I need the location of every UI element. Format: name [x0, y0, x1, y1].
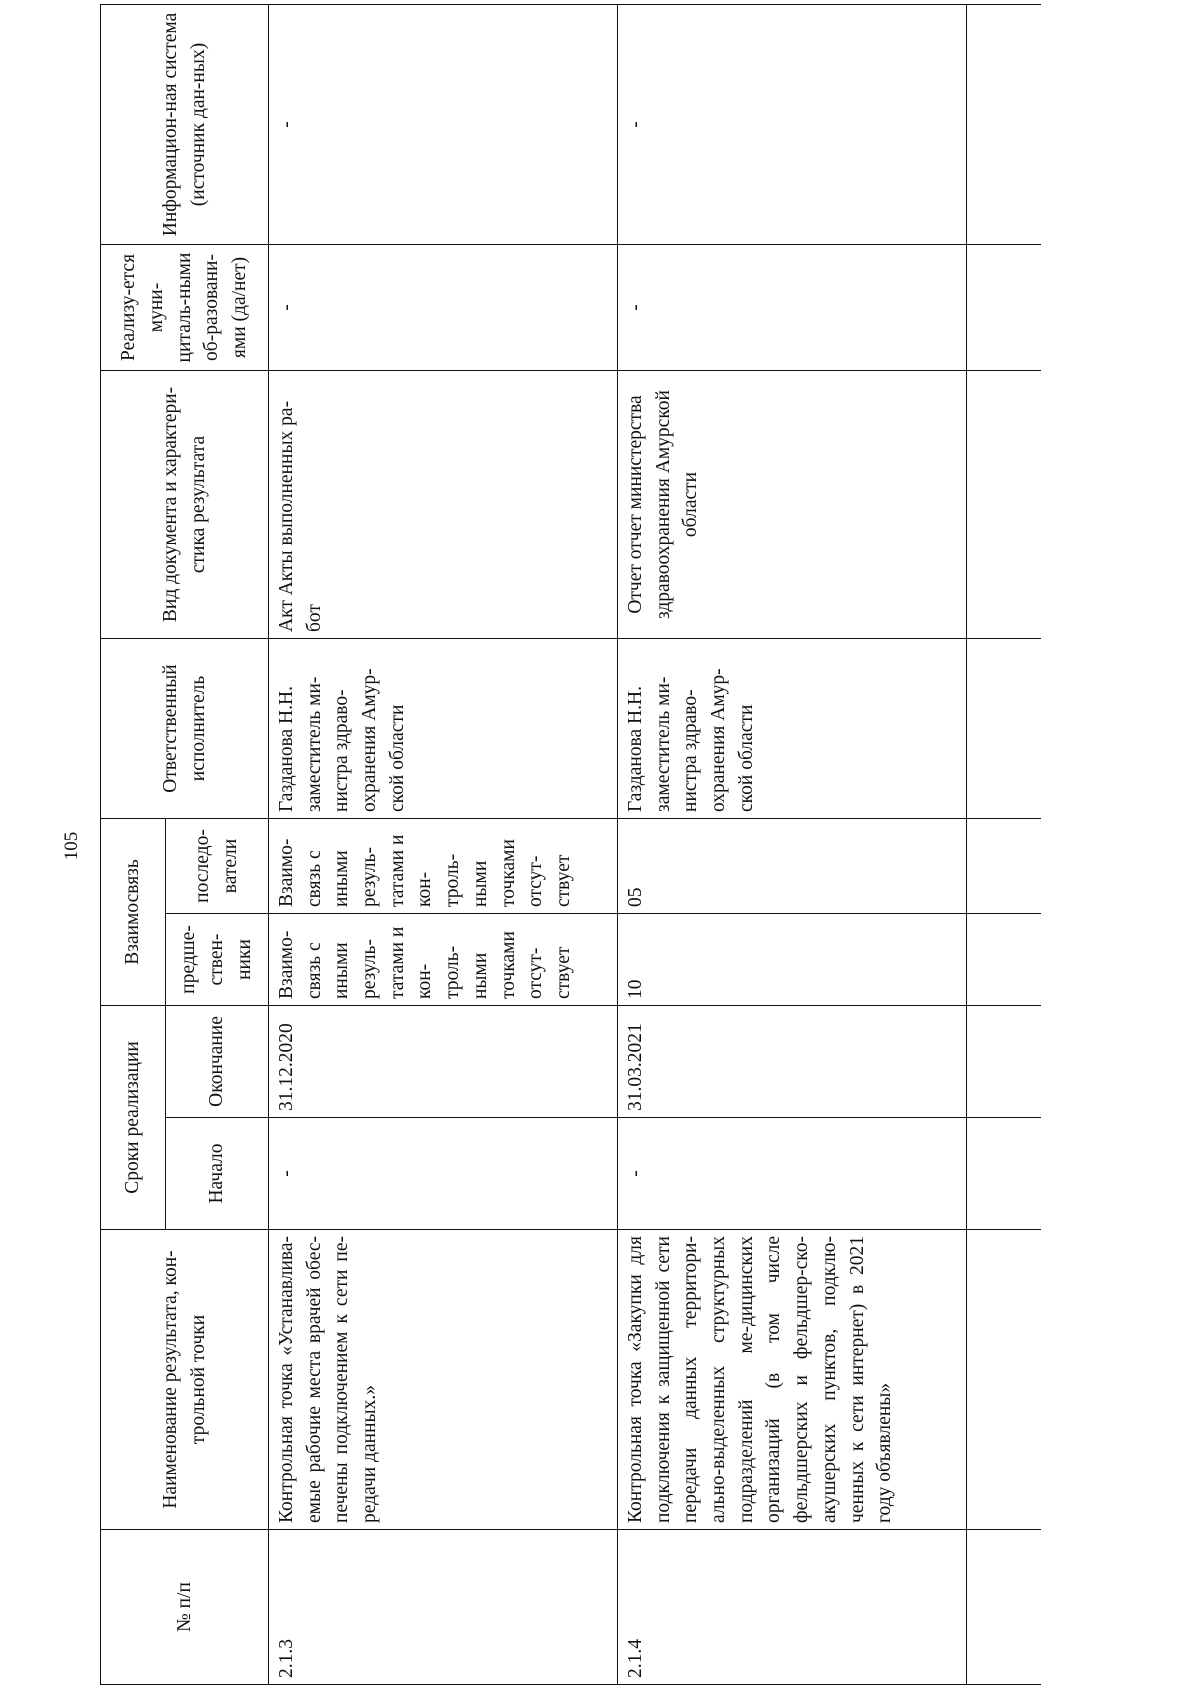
cell-info: -	[618, 4, 967, 244]
rotated-table-container	[100, 5, 1060, 1685]
cell-info: -	[269, 4, 618, 244]
cell-name: Контрольная точка «Устанавлива-емые рабочие места врачей обес-печены подключением к сети пе-редачи данных.»	[269, 1230, 618, 1530]
table-continuation-row	[967, 4, 1042, 1684]
header-info: Информацион-ная система (источник дан-ных)	[101, 4, 269, 244]
cell-doc: Акт Акты выполненных ра-бот	[269, 370, 618, 638]
header-doc: Вид документа и характери-стика результата	[101, 370, 269, 638]
header-succ: последо-ватели	[166, 818, 269, 913]
cell-resp: Газданова Н.Н. заместитель ми-нистра здраво-охранения Амур-ской области	[269, 638, 618, 818]
cell-succ: 05	[618, 818, 967, 913]
header-terms: Сроки реализации	[101, 1006, 166, 1230]
table-row	[269, 4, 618, 1684]
cell-pred: Взаимо-связь с иными резуль-татами и кон-троль-ными точками отсут-ствует	[269, 914, 618, 1006]
cell-start: -	[618, 1118, 967, 1230]
header-row-top	[101, 4, 166, 1684]
header-num: № п/п	[101, 1530, 269, 1685]
header-resp: Ответственный исполнитель	[101, 638, 269, 818]
header-start: Начало	[166, 1118, 269, 1230]
cell-name: Контрольная точка «Закупки для подключения к защищенной сети передачи данных территори-ально-выделенных структурных подразделений ме-дицинских организаций (в том числе фельдшерских и фельдшер-ско-акушерских пунктов, подклю-ченных к сети интернет) в 2021 году объявлены»	[618, 1230, 967, 1530]
header-name: Наименование результата, кон-трольной точки	[101, 1230, 269, 1530]
header-muni: Реализу-ется муни-циталь-ными об-разовани-ями (да/нет)	[101, 244, 269, 370]
header-link: Взаимосвязь	[101, 818, 166, 1005]
page-number: 105	[61, 831, 82, 861]
cell-doc: Отчет отчет министерства здравоохранения Амурской области	[618, 370, 967, 638]
plan-table	[100, 4, 1041, 1685]
cell-muni: -	[269, 244, 618, 370]
cell-num: 2.1.4	[618, 1530, 967, 1685]
table-row	[618, 4, 967, 1684]
header-pred: предше-ствен-ники	[166, 914, 269, 1006]
cell-start: -	[269, 1118, 618, 1230]
cell-pred: 10	[618, 914, 967, 1006]
cell-num: 2.1.3	[269, 1530, 618, 1685]
cell-resp: Газданова Н.Н. заместитель ми-нистра здраво-охранения Амур-ской области	[618, 638, 967, 818]
cell-succ: Взаимо-связь с иными резуль-татами и кон-троль-ными точками отсут-ствует	[269, 818, 618, 913]
cell-end: 31.12.2020	[269, 1006, 618, 1118]
cell-muni: -	[618, 244, 967, 370]
header-end: Окончание	[166, 1006, 269, 1118]
cell-end: 31.03.2021	[618, 1006, 967, 1118]
